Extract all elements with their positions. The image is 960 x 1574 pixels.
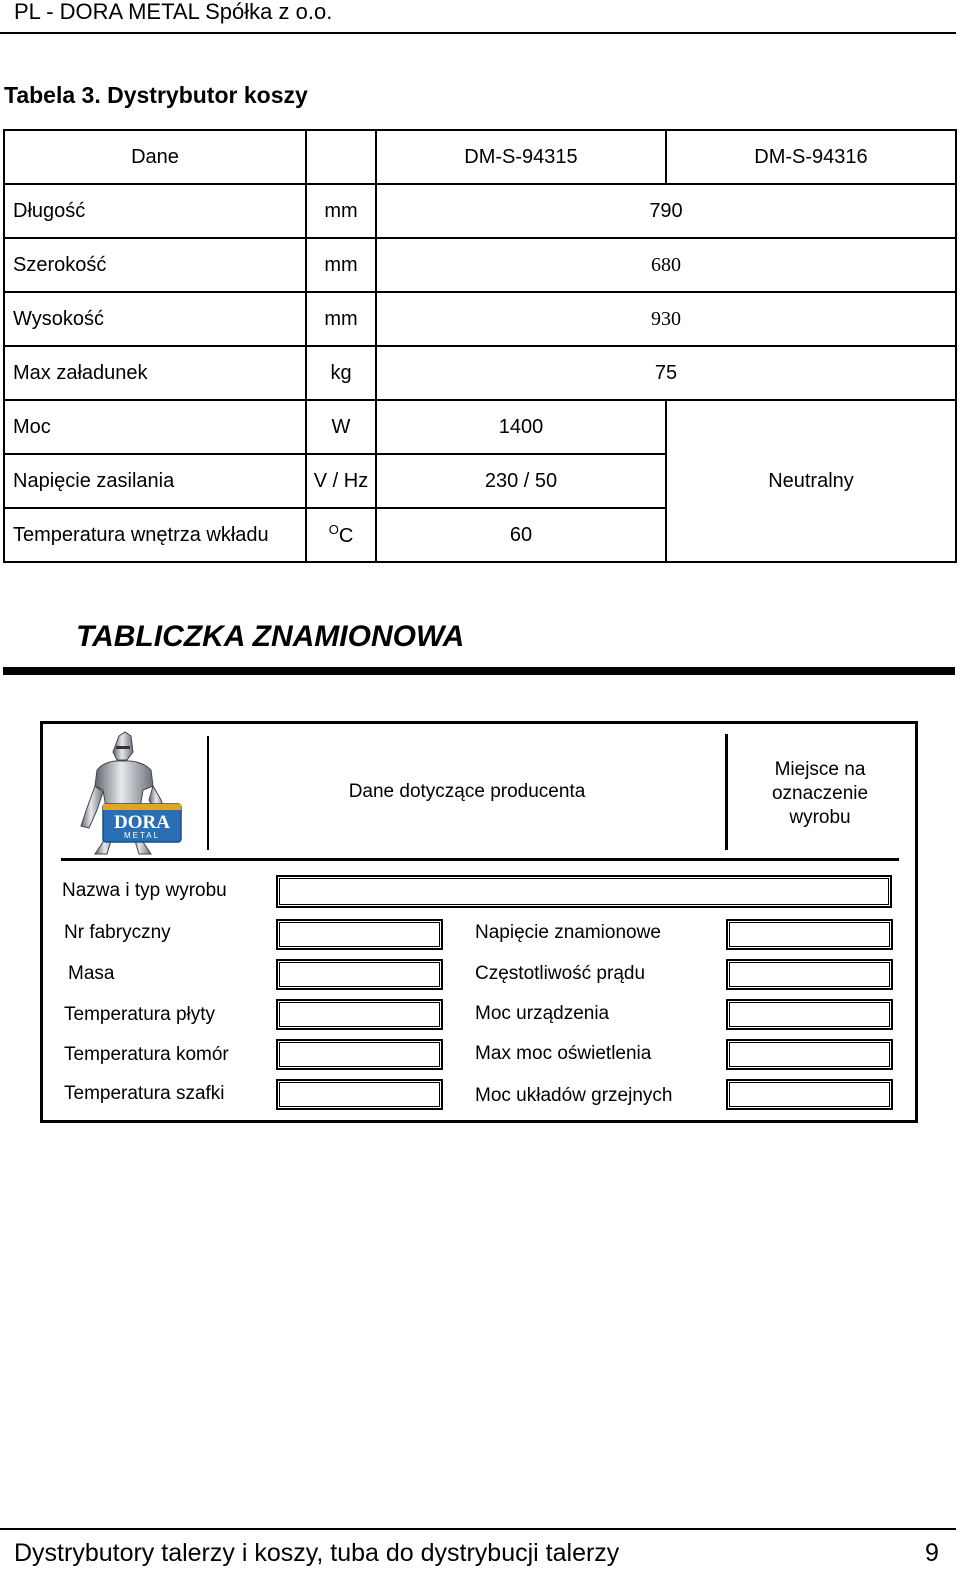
nameplate — [40, 721, 918, 1123]
row-value: 790 — [376, 184, 956, 238]
unit-c: C — [338, 525, 354, 547]
row-label: Wysokość — [4, 292, 306, 346]
field-label-voltage: Napięcie znamionowe — [475, 922, 661, 943]
row-unit — [306, 508, 376, 562]
field-box-cabinet-temp — [276, 1079, 443, 1110]
nameplate-heading: TABLICZKA ZNAMIONOWA — [76, 620, 465, 653]
row-unit: mm — [306, 184, 376, 238]
field-box-heating-power — [726, 1079, 893, 1110]
field-box-voltage — [726, 919, 893, 950]
field-label-heating-power: Moc układów grzejnych — [475, 1085, 673, 1106]
plate-divider-right — [725, 734, 728, 850]
logo-text-dora: DORA — [114, 812, 170, 833]
marking-line-1: Miejsce na — [774, 759, 866, 780]
header-cell-model-1: DM-S-94315 — [376, 130, 666, 184]
table-header-row — [4, 130, 956, 184]
marking-line-2: oznaczenie — [771, 783, 869, 804]
row-value: 930 — [376, 292, 956, 346]
field-label-serial: Nr fabryczny — [64, 922, 171, 943]
field-label-cabinet-temp: Temperatura szafki — [64, 1083, 225, 1104]
page-number: 9 — [925, 1539, 939, 1567]
product-name-field — [276, 875, 892, 908]
header-cell-unit — [306, 130, 376, 184]
table-row — [4, 184, 956, 238]
neutral-cell: Neutralny — [666, 400, 956, 562]
logo-text-metal: METAL — [123, 831, 161, 840]
row-label: Max załadunek — [4, 346, 306, 400]
field-box-plate-temp — [276, 999, 443, 1030]
producer-label: Dane dotyczące producenta — [348, 781, 586, 802]
footer-title: Dystrybutory talerzy i koszy, tuba do dystrybucji talerzy — [14, 1539, 620, 1567]
field-box-mass — [276, 959, 443, 990]
knight-logo — [67, 730, 187, 858]
field-box-chamber-temp — [276, 1039, 443, 1070]
page-header: PL - DORA METAL Spółka z o.o. — [14, 0, 333, 24]
row-unit: mm — [306, 292, 376, 346]
header-rule — [0, 32, 956, 34]
field-box-light-power — [726, 1039, 893, 1070]
table-title: Tabela 3. Dystrybutor koszy — [4, 82, 308, 108]
field-box-frequency — [726, 959, 893, 990]
row-label: Długość — [4, 184, 306, 238]
marking-line-3: wyrobu — [789, 807, 851, 828]
marking-place-label — [729, 758, 911, 830]
table-row — [4, 346, 956, 400]
row-unit: kg — [306, 346, 376, 400]
field-label-frequency: Częstotliwość prądu — [475, 963, 646, 984]
plate-separator — [61, 858, 899, 861]
spec-table — [3, 129, 957, 563]
row-label: Temperatura wnętrza wkładu — [4, 508, 306, 562]
footer-rule — [0, 1528, 956, 1530]
plate-divider-left — [207, 736, 209, 850]
field-label-plate-temp: Temperatura płyty — [64, 1004, 216, 1025]
row-label: Napięcie zasilania — [4, 454, 306, 508]
field-label-power: Moc urządzenia — [475, 1003, 610, 1024]
row-value: 60 — [376, 508, 666, 562]
row-label: Moc — [4, 400, 306, 454]
row-value: 75 — [376, 346, 956, 400]
row-value: 1400 — [376, 400, 666, 454]
header-cell-model-2: DM-S-94316 — [666, 130, 956, 184]
row-unit: mm — [306, 238, 376, 292]
field-box-power — [726, 999, 893, 1030]
row-value: 680 — [376, 238, 956, 292]
table-row — [4, 292, 956, 346]
degree-sup: O — [328, 522, 339, 537]
row-value: 230 / 50 — [376, 454, 666, 508]
field-label-light-power: Max moc oświetlenia — [475, 1043, 652, 1064]
row-label: Szerokość — [4, 238, 306, 292]
field-label-chamber-temp: Temperatura komór — [64, 1044, 229, 1065]
field-box-serial — [276, 919, 443, 950]
table-row — [4, 400, 956, 454]
table-row — [4, 238, 956, 292]
heading-bar — [3, 667, 955, 675]
field-label-mass: Masa — [68, 963, 115, 984]
header-cell-dane: Dane — [4, 130, 306, 184]
row-unit: V / Hz — [306, 454, 376, 508]
product-name-label: Nazwa i typ wyrobu — [62, 880, 227, 901]
row-unit: W — [306, 400, 376, 454]
